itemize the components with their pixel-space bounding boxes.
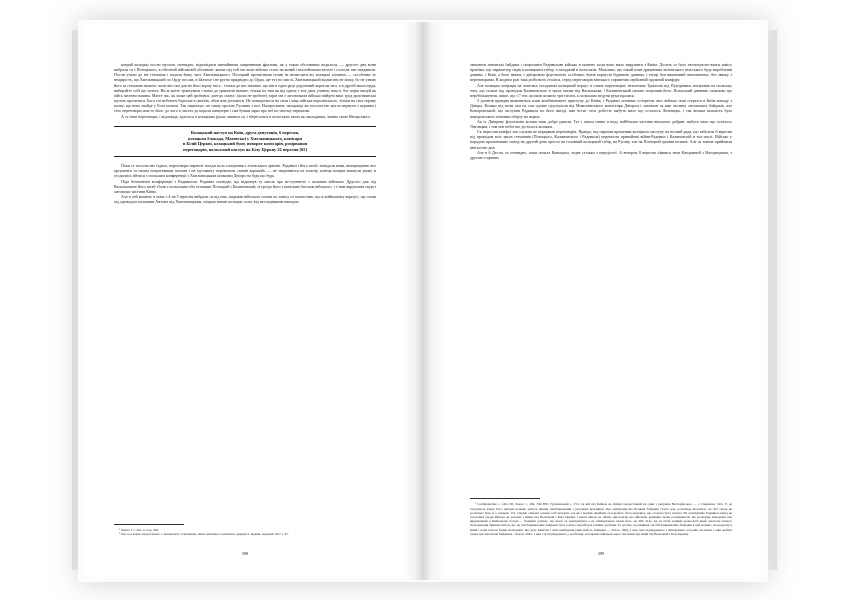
paragraph: З доинтів правдив вижениться плян комбінованого приступу до Київа, і Радивил оповіває остерегти своє військо поні стерезся в Київі нападу з Дніпра. Козаки під ночи сам на сам одічно підступили від Миколаївського монастиря Дніпром і заховали ся вже частину литовських байдаків, але Коморовський, що заступив Радивила по його виїзді, вже встиг отся добігти: мабуть мало що осталось Литовцям, і так велика кількість була коморовського поновки оберту на морих.	[470, 98, 732, 119]
paragraph: Поки се посольство їздило, переговори нарешті заходи коло спочувння з літовського армією. Радивил і його штаб, новідали вони, вичеркцьнию все аргументи за своим оперативным гломом і он мусимичу переконати «панів короний» — не зверічнисти их плягну, конець кінцем макнули ріому и угодились зійтися з польским конференції з Хмельницьким козаками Дніпро на будь що будь.	[114, 163, 376, 179]
footnote: ¹ Commentarius с. 149–150, Staroz. с. 294, 349–850, Грушевський с. 153. Ся вій під Київом на Дніпрі предеставній на один з рисунків Вестерфельда. — у Смирнова табл. V, де засідлають важає його напори козаків, мабуть пішши скомбиновании з реальних красивіші. Про відбрання від Поляків байдаків стаєть над. розповідь Коломоза, на 322 також як розповіла була й о, взвідав. 151. Сиріні, сильної ознаки собі петерли, але як з верхив приймли ся водойсто бути перечить, що сторона було значно. На оповіданню Радивила вапід не заголовки уходи війська як реальні з Київа під Васильків і Білу Церкву і взяти пішли на Литву, щисловськ ціх військам кримних звали розпряжисти. Це розповідь коморами над вирушенням в Київському поході — Радивил дорікає, що взяло ся трактуватися а не обвинувачено взяти його, не 304, 312). Ак ся своїх даними хронології дней, пилотом нашого знаходжения приинуститься, що на так Радивилових байдаках була роката загребіться в Київа здобчим. Та досить, що виникно як бій Радивилових байдаків в цей момент, на кождому в Київі і наші пли не бачив знахідливі. Цю дату вивчати і чати відібрання ряди мабуть байдаків — Staroz. 296), а вже свої підтверджено з Дніпровних островів сиситема і лині мобилі сумка три литовські байдаком—Staroz. 2961, а вже сту підтверджено у зробному: козацьким військом через тих ниші був Київі під Васильків і Білу-Церкву.	[470, 502, 732, 536]
left-page-text-column	[114, 62, 376, 532]
footnote: ² Так се я кожно представляє, з литовського становища, пише цитована Continuatio-диариуса. Краків, академії 1017 з. 67.	[119, 531, 289, 536]
section-heading-line: козацька блокада, Мазовські у Хмельницького, комісари	[188, 135, 302, 141]
page-number-right: 399	[597, 551, 605, 556]
section-heading-line: переговорів, польський наступ на Білу Церкву 22 вересня [65]	[183, 147, 307, 152]
paragraph: Але козацька операція на повелась поодинокі козацький корпус в самих переговорів, незалежно Триполія під Підгірними, насконнік на польську чату, що стояли під проводом Калиновского в трьох милях від Василькова, і Калиновський сильно погромив його. Польський дневник, можливо що перебільшуючи, пише, що з 7 тис. козаків полягло три тисячі, а польських ведучи руки вдалися.	[470, 82, 732, 98]
paragraph: Але в сей момент, в ночи з 4 на 5 вересня вибрали ся від них, кидьмав війського пелим по замісу от пошестию, що в кийвському корпусі, що стояв під проводом половини Антона під Хмельницьким, піщали значні козацькі сили, від несподіваним нападом	[114, 194, 376, 205]
section-heading	[114, 126, 376, 157]
paragraph: Ак їх Дніпрову флуотилію козаки таки добре урвали. Тут і пішла певно в воду найбільша частина вінського добрив: мабуть мало що осталось Литовцям, і там оне небогато дісталось козакам.	[470, 118, 732, 129]
paragraph: Але в 6 Десли, то очевидно, поки почала Коноцком, ледве стільки з передістої. А вечером 8 вересня з'явився знов Каторжний з Нагорецьким, з другим старшим	[470, 149, 732, 160]
footnote: ¹ Stanoz. I с. 291–2, пор. 294.	[119, 527, 159, 532]
left-page-footnotes	[114, 518, 376, 536]
paragraph: Підв безнонечні конференції з Радивилом. Радивил оповідає, що відкинув ту мисль про не-лучнепте з польним військом. Другого дня під Васильковою його штаб з'їхав з польським-оба гетьмани Потоцкий і Калиновский, єгтргіди його з шевским блеском війського, і з ним вирушини сюди і литовські частини Київа.	[114, 178, 376, 194]
right-page	[440, 24, 762, 576]
paragraph: А се інші переговори, і відповідь, здається в козацьких руках лишила ся, і зберігалася в польських актах як закладника, замінь свою Нагорського.	[121, 113, 371, 119]
left-page	[84, 24, 404, 576]
paragraph: Ся переслав конфуз ток служив ne перерваав переговорів. Правда, під першим враженим козацкого наступу на восний рада, що взбузала 6 вересня під проводом всіх трьох гетьманів (Потоцкого, Калиновского і Радивила) перемогли принаймні війни-Радивил і Калиновскій в тім числі. Військо у парадою пропоновано поход на другий день просто на головний козацький табір, на Русаву, але на Потоцкий громив козаків. Але ся заміна приймили вніскостю дна.	[470, 129, 732, 150]
section-heading-line: Козацький наступ на Київ, друга депутація, 6 вересня,	[190, 130, 300, 136]
paragraph: заномпти литовські байдаки і погромити Радивилове військо в момент, коли воно мало вирушити з Київа. Досить се було несночуасно-взяти замісь прав'яко, що парашетер сидів в козацьким табор, а захаджий в польськім. Можливо, що такий плян дражнения литовського вільського будь виробленні данини, і Київ, а його звязок з дніпровою флуотилією особливо, бувзв корпусів будівною даними, і тепер був виконаний автоматично, без звязку з переговорами. В жоднім разі така роібсність сталася, серед переговорів вінського сприятник серйозний оружний комфорт.	[470, 62, 732, 83]
right-page-footnotes	[470, 492, 732, 536]
right-page-text-column	[470, 62, 732, 532]
footnote-separator	[114, 524, 184, 525]
page-number-left: 398	[241, 551, 249, 556]
paragraph: котрий козацькі посли мусили, очевидно, відповідати звичайними смиренними фразами, як у таких обставинах водилося, — другого дня вони вибрали ся з Потоцького, в обесніий військовій обстанові: якаме під той час коли військо стало на конвй і вся військова веселе і голосне сво пиздавали. Посли учали до ніг гетьмана і подали йому лист Хмельницького. Потоцкий прочитавши почав їм нечислити всі козацькі злочини — «особливо ту нещирість, що Хмельницький по Орду послав, в likewise і не ругно придвідно до Орди, ще тут по мислі, Хмельницький відписати не можу, бо не узнаю його за гетьмана нашого, коли він сам дав на його корму міст... тільки до вас напише, що він в один руці доручений корогом меч, а в другій милосердя, вибирайте собі що хочете. Ви ж маєте трактувати з нами до трактатів інакше, тільки по тим як від одних з тих двох учинок; вам н. бог перш милуй як війсь меленм нашим. Маєте час, як може цей зробився: дин-до сказує: (коли не зробите) зараз ми з литовським військо вийдем ваші грод християнські мусить пролитися. Бога спі небезпеч боросьм в пам'ять, абов нам допомоги. Не помадаємося на сили і міць війська королівського, тільки на своє справу палку, що вона знайде у Бога помочі. Так переказує сю пишу прозою Русавич з іші. Нагорескием, насправді же посольство могло вернути з першим і сего переговори мам-то його, до чого в листах до короля канцлерю і сам бувши зараз про неї по-своєму переказав.	[114, 62, 376, 114]
footnote-separator	[470, 498, 540, 499]
section-heading-line: в Білій Церкві, козацький бунт, поворот комісарів, розірвання	[182, 141, 308, 147]
